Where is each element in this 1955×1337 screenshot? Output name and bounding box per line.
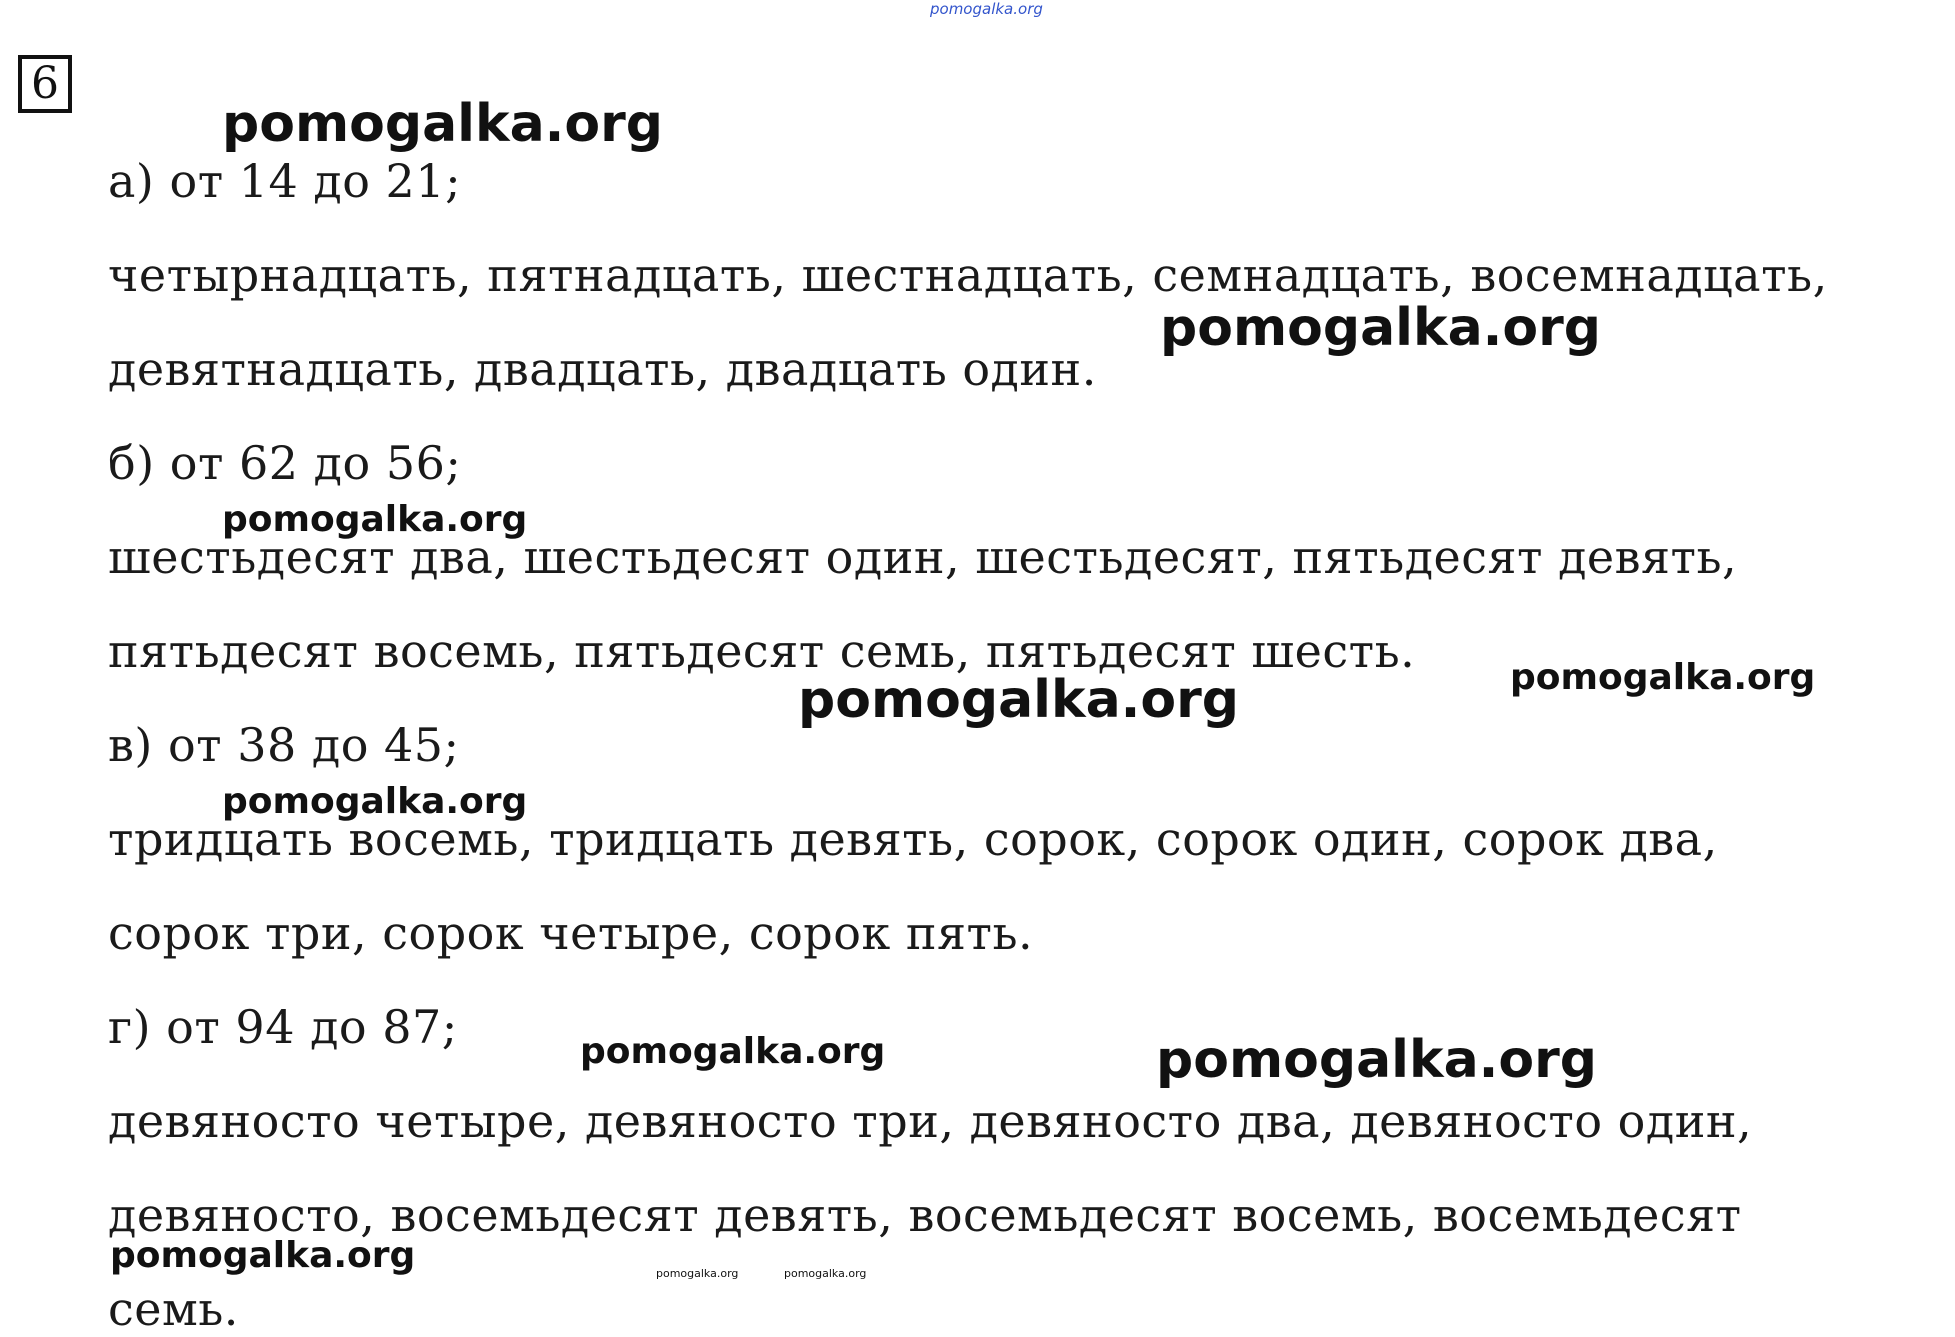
watermark: pomogalka.org — [580, 1031, 886, 1072]
section-a-line-2: девятнадцать, двадцать, двадцать один. — [108, 342, 1097, 396]
watermark: pomogalka.org — [222, 781, 528, 822]
watermark: pomogalka.org — [798, 670, 1240, 730]
watermark: pomogalka.org — [222, 499, 528, 540]
watermark: pomogalka.org — [1156, 1030, 1598, 1090]
section-g-line-1: девяносто четыре, девяносто три, девяносто два, девяносто один, — [108, 1094, 1753, 1148]
watermark-small: pomogalka.org — [784, 1267, 867, 1280]
section-b-line-2: пятьдесят восемь, пятьдесят семь, пятьдесят шесть. — [108, 624, 1416, 678]
section-b-heading: б) от 62 до 56; — [108, 436, 462, 490]
exercise-number-box: 6 — [18, 55, 72, 113]
watermark-small: pomogalka.org — [656, 1267, 739, 1280]
section-g-line-2: девяносто, восемьдесят девять, восемьдесят восемь, восемьдесят — [108, 1188, 1742, 1242]
watermark: pomogalka.org — [110, 1235, 416, 1276]
section-a-heading: а) от 14 до 21; — [108, 154, 462, 208]
watermark-top: pomogalka.org — [930, 0, 1043, 18]
watermark: pomogalka.org — [1510, 657, 1816, 698]
section-g-heading: г) от 94 до 87; — [108, 1000, 458, 1054]
section-v-line-2: сорок три, сорок четыре, сорок пять. — [108, 906, 1034, 960]
watermark: pomogalka.org — [1160, 298, 1602, 358]
section-a-line-1: четырнадцать, пятнадцать, шестнадцать, семнадцать, восемнадцать, — [108, 248, 1828, 302]
section-v-heading: в) от 38 до 45; — [108, 718, 460, 772]
section-v-line-1: тридцать восемь, тридцать девять, сорок, сорок один, сорок два, — [108, 812, 1718, 866]
section-b-line-1: шестьдесят два, шестьдесят один, шестьдесят, пятьдесят девять, — [108, 530, 1738, 584]
section-g-line-3: семь. — [108, 1282, 239, 1336]
watermark: pomogalka.org — [222, 94, 664, 154]
